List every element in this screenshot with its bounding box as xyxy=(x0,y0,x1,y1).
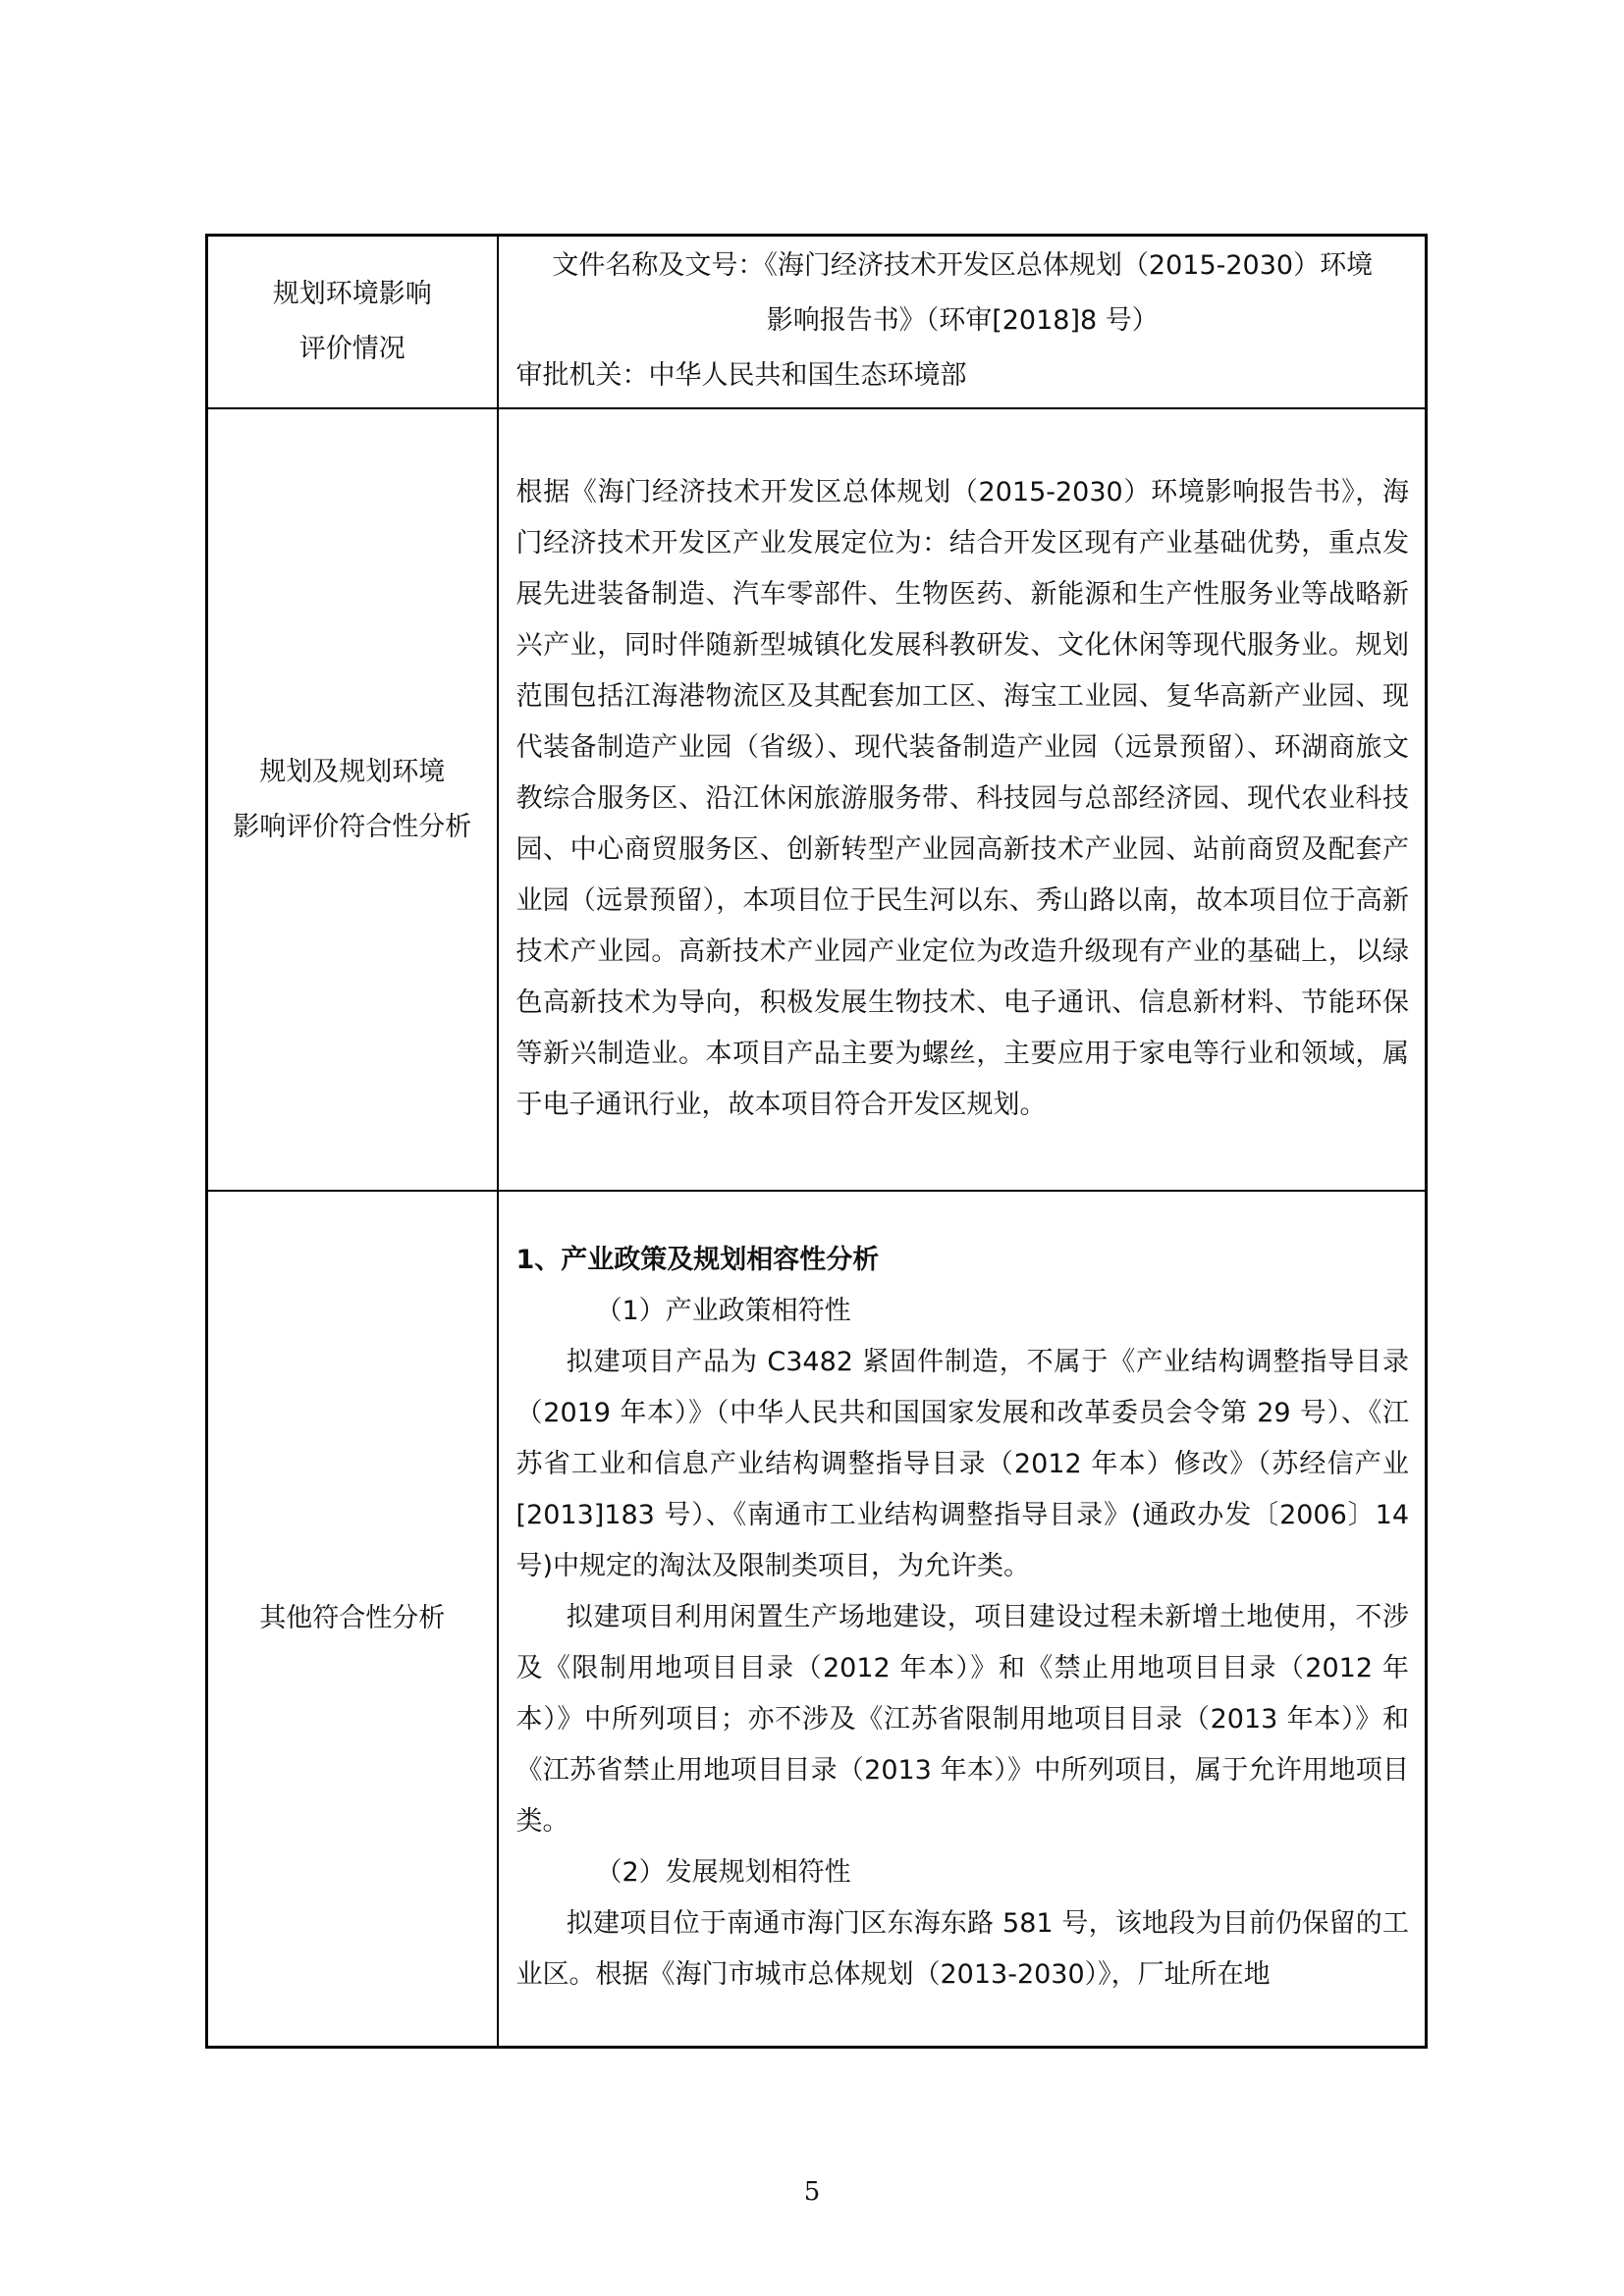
document-name-cont: 影响报告书》（环审[2018]8 号） xyxy=(766,305,1159,336)
page-number: 5 xyxy=(803,2177,821,2207)
subsection-heading: （2）发展规划相符性 xyxy=(595,1857,851,1888)
label-line: 规划环境影响 xyxy=(272,279,432,309)
row-content-other xyxy=(498,1191,1427,2048)
table-row xyxy=(207,236,1427,409)
assessment-table xyxy=(205,234,1428,2049)
row-content-planning-eia xyxy=(498,236,1427,409)
policy-paragraph: 拟建项目产品为 C3482 紧固件制造，不属于《产业结构调整指导目录（2019 年本）》（中华人民共和国国家发展和改革委员会令第 29 号）、《江苏省工业和信息产业结构调整指导目录（2012 年本）修改》（苏经信产业[2013]183 号）、《南通市工业结构调整指导目录》(通政办发〔2006〕14 号)中规定的淘汰及限制类项目，为允许类。 xyxy=(515,1347,1409,1581)
approval-authority: 审批机关：中华人民共和国生态环境部 xyxy=(515,360,967,391)
label-line: 影响评价符合性分析 xyxy=(233,811,472,842)
land-use-paragraph: 拟建项目利用闲置生产场地建设，项目建设过程未新增土地使用，不涉及《限制用地项目目录（2012 年本）》和《禁止用地项目目录（2012 年本）》中所列项目；亦不涉及《江苏省限制用地项目目录（2013 年本）》和《江苏省禁止用地项目目录（2013 年本）》中所列项目，属于允许用地项目类。 xyxy=(515,1602,1409,1837)
subsection-heading: （1）产业政策相符性 xyxy=(595,1296,851,1326)
location-paragraph: 拟建项目位于南通市海门区东海东路 581 号，该地段为目前仍保留的工业区。根据《海门市城市总体规划（2013-2030）》，厂址所在地 xyxy=(515,1908,1409,1990)
row-label-conformity xyxy=(207,408,498,1191)
table-row xyxy=(207,1191,1427,2048)
row-content-conformity xyxy=(498,408,1427,1191)
label-line: 评价情况 xyxy=(298,334,406,364)
row-label-planning-eia xyxy=(207,236,498,409)
label-line: 其他符合性分析 xyxy=(259,1603,446,1633)
table-row xyxy=(207,408,1427,1191)
label-line: 规划及规划环境 xyxy=(259,756,446,787)
row-label-other xyxy=(207,1191,498,2048)
section-heading: 1、产业政策及规划相容性分析 xyxy=(515,1245,880,1275)
document-name: 文件名称及文号：《海门经济技术开发区总体规划（2015-2030）环境 xyxy=(552,250,1374,281)
conformity-paragraph: 根据《海门经济技术开发区总体规划（2015-2030）环境影响报告书》，海门经济技术开发区产业发展定位为：结合开发区现有产业基础优势，重点发展先进装备制造、汽车零部件、生物医药、新能源和生产性服务业等战略新兴产业，同时伴随新型城镇化发展科教研发、文化休闲等现代服务业。规划范围包括江海港物流区及其配套加工区、海宝工业园、复华高新产业园、现代装备制造产业园（省级）、现代装备制造产业园（远景预留）、环湖商旅文教综合服务区、沿江休闲旅游服务带、科技园与总部经济园、现代农业科技园、中心商贸服务区、创新转型产业园高新技术产业园、站前商贸及配套产业园（远景预留），本项目位于民生河以东、秀山路以南，故本项目位于高新技术产业园。高新技术产业园产业定位为改造升级现有产业的基础上，以绿色高新技术为导向，积极发展生物技术、电子通讯、信息新材料、节能环保等新兴制造业。本项目产品主要为螺丝，主要应用于家电等行业和领域，属于电子通讯行业，故本项目符合开发区规划。 xyxy=(515,476,1409,1120)
